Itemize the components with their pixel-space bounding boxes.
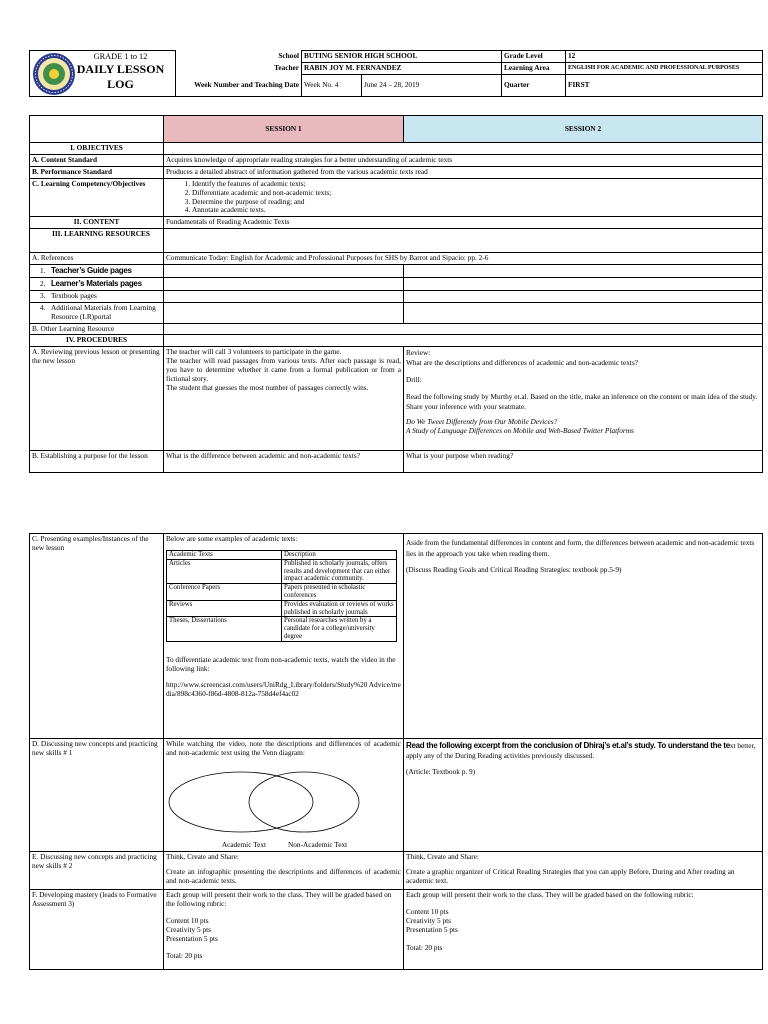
table-row: Conference Papers Papers presented in scholastic conferences: [167, 584, 397, 601]
table-row: Articles Published in scholarly journals, offers results and development that can either impact academic community.: [167, 559, 397, 583]
procedure-d-label: D. Discussing new concepts and practicing new skills # 1: [30, 739, 164, 852]
venn-right-label: Non-Academic Text: [288, 839, 348, 849]
procedure-a-label: A. Reviewing previous lesson or presenting the new lesson: [30, 347, 164, 451]
procedure-d-session1: While watching the video, note the descriptions and differences of academic and non-academic text using the Venn diagram: Academic Text Non-Academic Text: [164, 739, 404, 852]
grade-level-value: 12: [566, 51, 763, 63]
grade-range: GRADE 1 to 12: [93, 52, 148, 61]
session1-header: SESSION 1: [164, 116, 404, 143]
competency-label: C. Learning Competency/Objectives: [30, 178, 164, 217]
performance-standard-label: B. Performance Standard: [30, 166, 164, 178]
venn-circle-academic: [169, 772, 313, 832]
procedure-e-session1: Think, Create and Share: Create an infographic presenting the descriptions and differences of academic and non-academic texts.: [164, 852, 404, 890]
week-label: Week Number and Teaching Date: [176, 75, 302, 97]
session2-header: SESSION 2: [404, 116, 763, 143]
procedure-c-session2: Aside from the fundamental differences in content and form, the differences between academic and non-academic texts lies in the approach you take when reading them. (Discuss Reading Goals and Critical Reading Strategies: textbook pp.5-9): [404, 534, 763, 739]
video-link[interactable]: http://www.screencast.com/users/UniRdg_Library/folders/Study%20 Advice/media/898c4360-f86d-4808-812a-758d4ef4ac02: [166, 679, 401, 698]
procedure-f-session2: Each group will present their work to the class. They will be graded based on the following rubric: Content 10 pts Creativity 5 pts Presentation 5 pts Total: 20 pts: [404, 890, 763, 970]
quarter-label: Quarter: [502, 75, 566, 97]
teacher-value: RABIN JOY M. FERNANDEZ: [302, 63, 502, 75]
references-value: Communicate Today: English for Academic and Professional Purposes for SHS by Barrot and Sipacio: pp. 2-6: [164, 253, 763, 265]
venn-left-label: Academic Text: [221, 839, 266, 849]
table-header: Description: [282, 550, 397, 559]
list-item: 2. Differentiate academic and non-academic texts;: [192, 189, 760, 198]
table-row: Reviews Provides evaluation or reviews of works published in scholarly journals: [167, 600, 397, 617]
resource-item: 2. Learner’s Materials pages: [30, 278, 164, 291]
academic-texts-table: [166, 550, 397, 642]
rubric-item: Presentation 5 pts: [406, 924, 458, 934]
venn-circle-nonacademic: [249, 772, 359, 832]
competency-list-cell: [164, 178, 763, 217]
learning-area-label: Learning Area: [502, 63, 566, 75]
content-value: Fundamentals of Reading Academic Texts: [164, 217, 763, 229]
procedure-b-session1: What is the difference between academic and non-academic texts?: [164, 451, 404, 473]
content-standard-value: Acquires knowledge of appropriate reading strategies for a better understanding of academic texts: [164, 155, 763, 167]
list-item: 4. Annotate academic texts.: [192, 206, 760, 215]
rubric-item: Presentation 5 pts: [166, 933, 218, 943]
objectives-heading: I. OBJECTIVES: [30, 143, 164, 155]
week-value: Week No. 4: [302, 75, 362, 97]
lesson-table-page2: [29, 533, 763, 970]
procedure-b-session2: What is your purpose when reading?: [404, 451, 763, 473]
procedure-e-label: E. Discussing new concepts and practicing new skills # 2: [30, 852, 164, 890]
procedures-heading: IV. PROCEDURES: [30, 335, 164, 347]
school-value: BUTING SENIOR HIGH SCHOOL: [302, 51, 502, 63]
procedure-a-session1: The teacher will call 3 volunteers to participate in the game. The teacher will read passages from various texts. After each passage is read, you have to determine whether it came from a formal publication or from a fictional story. The student that guesses the most number of passages correctly wins.: [164, 347, 404, 451]
title-block: [30, 51, 176, 97]
school-label: School: [176, 51, 302, 63]
procedure-b-label: B. Establishing a purpose for the lesson: [30, 451, 164, 473]
venn-diagram: [166, 770, 398, 842]
grade-level-label: Grade Level: [502, 51, 566, 63]
procedure-e-session2: Think, Create and Share: Create a graphic organizer of Critical Reading Strategies that you can apply Before, During and After reading an academic text.: [404, 852, 763, 890]
table-header: Academic Texts: [167, 550, 282, 559]
other-resource-label: B. Other Learning Resource: [30, 323, 164, 335]
list-item: 1. Identify the features of academic texts;: [192, 180, 760, 189]
table-row: Theses, Dissertations Personal researches written by a candidate for a college/university degree: [167, 617, 397, 641]
rubric-item: Creativity 5 pts: [166, 924, 211, 934]
procedure-c-label: C. Presenting examples/Instances of the new lesson: [30, 534, 164, 739]
rubric-item: Content 10 pts: [166, 915, 209, 925]
quarter-value: FIRST: [566, 75, 763, 97]
title-line1: DAILY LESSON: [76, 62, 165, 77]
procedure-f-label: F. Developing mastery (leads to Formative Assessment 3): [30, 890, 164, 970]
procedure-d-session2: Read the following excerpt from the conclusion of Dhiraj’s et.al’s study. To understand the text better, apply any of the During Reading activities previously discussed. (Article: Textbook p. 9): [404, 739, 763, 852]
date-value: June 24 – 28, 2019: [362, 75, 502, 97]
procedure-c-session1: Below are some examples of academic texts: Academic Texts Description Articles Published in scholarly journals, offers results and development that can either impact academic community. Conference Papers Papers presented in scholastic conferences Reviews Provides evaluation or reviews of works published in scholarly journals Theses, Dissertations Personal researches written by a candidate for a college/university degree To differentiate academic text from non-academic texts, watch the video in the following link: http://www.screencast.com/users/UniRdg_Library/folders/Study%20 Advice/media/898c4360-f86d-4808-812a-758d4ef4ac02: [164, 534, 404, 739]
resource-item: 4. Additional Materials from Learning Resource (LR)portal: [30, 302, 164, 323]
corner-cell: [30, 116, 164, 143]
content-standard-label: A. Content Standard: [30, 155, 164, 167]
header-table: [29, 50, 763, 97]
resource-item: 3. Textbook pages: [30, 290, 164, 302]
list-item: 3. Determine the purpose of reading; and: [192, 198, 760, 207]
procedure-f-session1: Each group will present their work to the class. They will be graded based on the following rubric: Content 10 pts Creativity 5 pts Presentation 5 pts Total: 20 pts: [164, 890, 404, 970]
resources-heading: III. LEARNING RESOURCES: [30, 229, 164, 253]
title-line2: LOG: [107, 76, 134, 91]
content-heading: II. CONTENT: [30, 217, 164, 229]
resource-item: 1. Teacher’s Guide pages: [30, 265, 164, 278]
rubric-total: Total: 20 pts: [166, 951, 203, 961]
rubric-total: Total: 20 pts: [406, 942, 443, 952]
learning-area-value: ENGLISH FOR ACADEMIC AND PROFESSIONAL PURPOSES: [566, 63, 763, 75]
competency-list: [166, 180, 760, 216]
rubric-item: Creativity 5 pts: [406, 915, 451, 925]
rubric-item: Content 10 pts: [406, 906, 449, 916]
lesson-table-page1: [29, 115, 763, 473]
performance-standard-value: Produces a detailed abstract of information gathered from the various academic texts read: [164, 166, 763, 178]
procedure-a-session2: Review: What are the descriptions and differences of academic and non-academic texts? Drill: Read the following study by Murthy et.al. Based on the title, make an inference on the content or main idea of the study. Share your inference with your seatmate. Do We Tweet Differently from Our Mobile Devices? A Study of Language Differences on Mobile and Web-Based Twitter Platforms: [404, 347, 763, 451]
teacher-label: Teacher: [176, 63, 302, 75]
references-label: A. References: [30, 253, 164, 265]
